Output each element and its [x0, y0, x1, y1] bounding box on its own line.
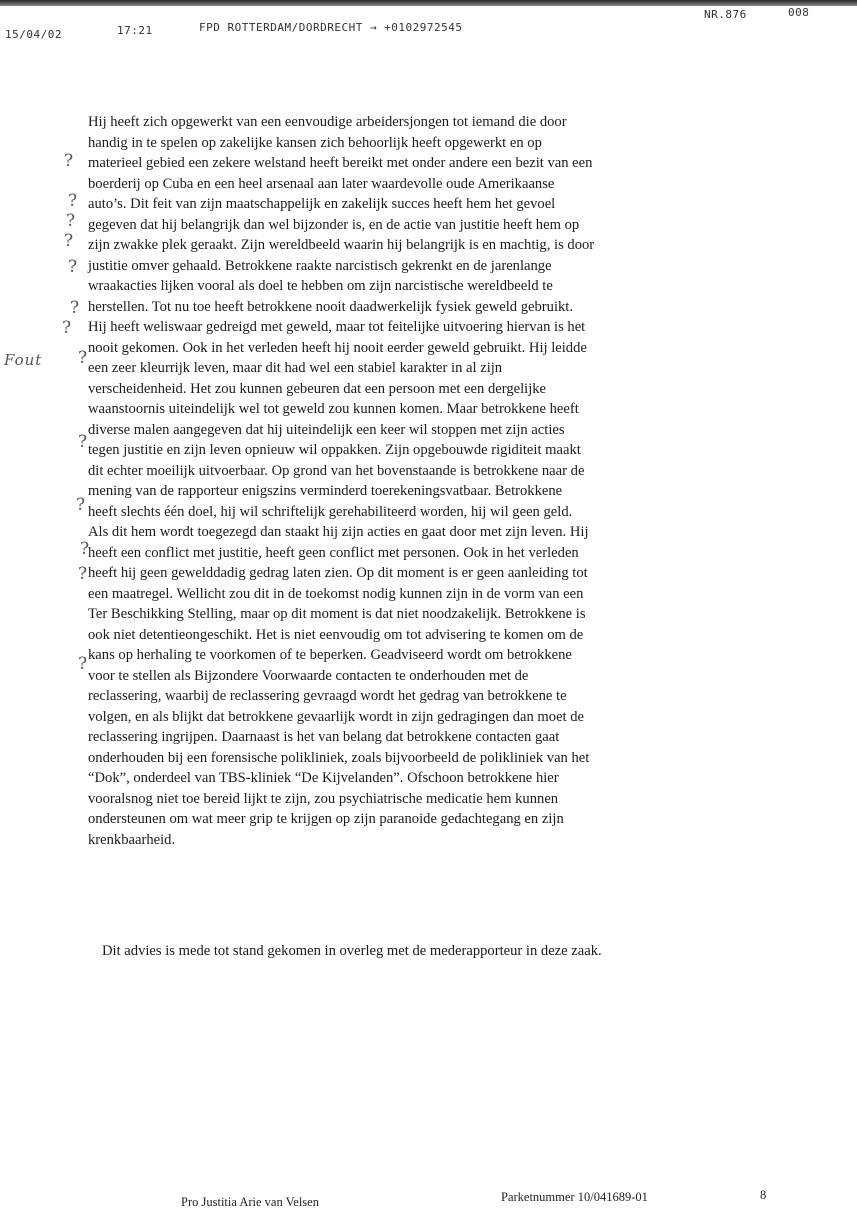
body-line: Hij heeft weliswaar gedreigd met geweld, maar tot feitelijke uitvoering hiervan is het — [88, 319, 586, 335]
body-line: reclassering ingrijpen. Daarnaast is het van belang dat betrokkene contacten gaat — [88, 729, 560, 745]
footer-case-number: Parketnummer 10/041689-01 — [501, 1190, 648, 1204]
fax-sender: FPD ROTTERDAM/DORDRECHT → +0102972545 — [199, 21, 463, 34]
body-line: mening van de rapporteur enigszins verminderd toerekeningsvatbaar. Betrokkene — [88, 483, 563, 499]
handwritten-question-mark: ? — [76, 495, 86, 515]
body-line: herstellen. Tot nu toe heeft betrokkene nooit daadwerkelijk fysiek geweld gebruikt. — [88, 298, 574, 315]
body-line: reclassering, waarbij de reclassering gevraagd wordt het gedrag van betrokkene te — [88, 688, 567, 704]
body-line: heeft een conflict met justitie, heeft geen conflict met personen. Ook in het verleden — [88, 544, 579, 561]
body-line: volgen, en als blijkt dat betrokkene gevaarlijk wordt in zijn gedragingen dan moet de — [88, 708, 585, 725]
body-line: kans op herhaling te voorkomen of te beperken. Geadviseerd wordt om betrokkene — [88, 647, 572, 663]
body-line: krenkbaarheid. — [88, 831, 176, 848]
closing-statement: Dit advies is mede tot stand gekomen in overleg met de mederapporteur in deze zaak. — [102, 943, 602, 959]
handwritten-question-mark: ? — [80, 539, 90, 559]
body-line: ook niet detentieongeschikt. Het is niet eenvoudig om tot advisering te komen om de — [88, 626, 584, 643]
page-footer — [0, 1188, 857, 1212]
body-line: wraakacties lijken vooral als doel te hebben om zijn narcistische wereldbeeld te — [88, 278, 553, 294]
body-line: dit echter moeilijk uitvoerbaar. Op grond van het bovenstaande is betrokkene naar de — [88, 462, 585, 479]
handwritten-question-mark: ? — [78, 432, 88, 452]
body-line: een zeer kleurrijk leven, maar dit had wel een stabiel karakter in al zijn — [88, 360, 503, 376]
body-line: gegeven dat hij belangrijk dan wel bijzonder is, en de actie van justitie heeft hem op — [88, 216, 580, 233]
handwritten-question-mark: ? — [64, 231, 74, 251]
body-line: een maatregel. Wellicht zou dit in de toekomst nodig kunnen zijn in de vorm van een — [88, 585, 584, 602]
body-line: onderhouden bij een forensische polikliniek, zoals bijvoorbeeld de polikliniek van het — [88, 749, 590, 766]
body-line: “Dok”, onderdeel van TBS-kliniek “De Kijvelanden”. Ofschoon betrokkene hier — [88, 770, 559, 786]
handwritten-fout-note: Fout — [4, 351, 43, 369]
handwritten-question-mark: ? — [78, 564, 88, 584]
body-line: zijn zwakke plek geraakt. Zijn wereldbeeld waarin hij belangrijk is en machtig, is door — [88, 237, 595, 253]
body-line: tegen justitie en zijn leven opnieuw wil oppakken. Zijn opgebouwde rigiditeit maakt — [88, 442, 581, 458]
fax-time: 17:21 — [117, 24, 153, 37]
body-line: Als dit hem wordt toegezegd dan staakt hij zijn acties en gaat door met zijn leven. Hij — [88, 524, 589, 540]
body-line: heeft slechts één doel, hij wil schriftelijk gerehabiliteerd worden, hij wil geen geld. — [88, 503, 573, 520]
body-line: diverse malen aangegeven dat hij uiteindelijk een keer wil stoppen met zijn acties — [88, 421, 565, 438]
body-line: Hij heeft zich opgewerkt van een eenvoudige arbeidersjongen tot iemand die door — [88, 114, 567, 130]
body-line: heeft hij geen gewelddadig gedrag laten zien. Op dit moment is er geen aanleiding tot — [88, 565, 588, 581]
body-line: materieel gebied een zekere welstand heeft bereikt met onder andere een bezit van een — [88, 155, 593, 171]
handwritten-question-mark: ? — [68, 257, 78, 277]
body-line: justitie omver gehaald. Betrokkene raakte narcistisch gekrenkt en de jarenlange — [88, 257, 552, 274]
body-line: ondersteunen om wat meer grip te krijgen op zijn paranoide gedachtegang en zijn — [88, 811, 564, 827]
scan-top-edge — [0, 0, 857, 6]
handwritten-question-mark: ? — [78, 348, 88, 368]
body-line: waanstoornis uiteindelijk wel tot geweld zou kunnen komen. Maar betrokkene heeft — [88, 401, 579, 417]
body-line: nooit gekomen. Ook in het verleden heeft hij nooit eerder geweld gebruikt. Hij leidde — [88, 339, 587, 356]
body-line: auto’s. Dit feit van zijn maatschappelijk en zakelijk succes heeft hem het gevoel — [88, 196, 556, 212]
fax-date: 15/04/02 — [5, 28, 62, 41]
report-body — [88, 112, 756, 850]
fax-header — [0, 8, 857, 44]
footer-author: Pro Justitia Arie van Velsen — [181, 1195, 319, 1209]
handwritten-question-mark: ? — [64, 151, 74, 171]
fax-page-number: 008 — [788, 6, 810, 19]
fax-number: NR.876 — [704, 8, 747, 21]
handwritten-question-mark: ? — [62, 318, 72, 338]
footer-page-number: 8 — [760, 1188, 767, 1202]
handwritten-question-mark: ? — [66, 211, 76, 231]
body-line: Ter Beschikking Stelling, maar op dit moment is dat niet noodzakelijk. Betrokkene is — [88, 606, 586, 622]
body-line: handig in te spelen op zakelijke kansen zich behoorlijk heeft opgewerkt en op — [88, 134, 542, 151]
body-line: verscheidenheid. Het zou kunnen gebeuren dat een persoon met een dergelijke — [88, 380, 547, 397]
body-line: boerderij op Cuba en een heel arsenaal aan later waardevolle oude Amerikaanse — [88, 175, 555, 192]
handwritten-question-mark: ? — [70, 298, 80, 318]
body-line: voor te stellen als Bijzondere Voorwaarde contacten te onderhouden met de — [88, 667, 529, 684]
handwritten-question-mark: ? — [78, 654, 88, 674]
body-line: vooralsnog niet toe bereid lijkt te zijn, zou psychiatrische medicatie hem kunnen — [88, 790, 559, 807]
handwritten-question-mark: ? — [68, 191, 78, 211]
